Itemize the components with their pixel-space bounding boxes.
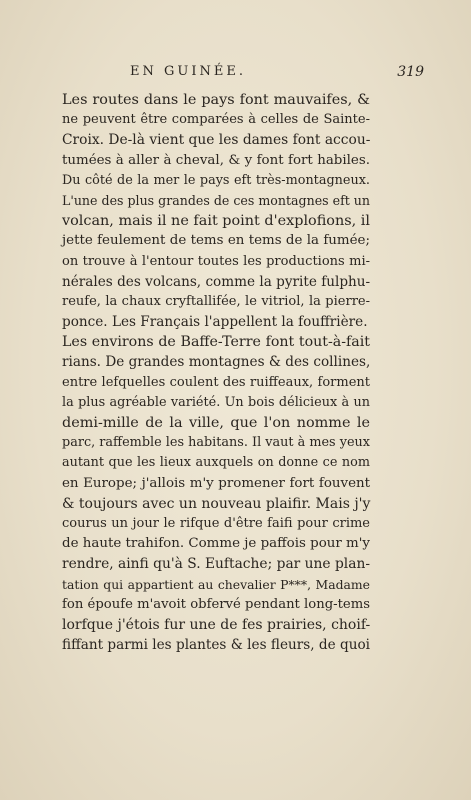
text-line: Les routes dans le pays font mauvaifes, & [62,92,370,108]
text-line: ne peuvent être comparées à celles de Sainte- [62,112,370,128]
text-line: demi-mille de la ville, que l'on nomme le [62,415,370,431]
text-line: L'une des plus grandes de ces montagnes eft un [62,192,371,208]
text-line: de haute trahifon. Comme je paffois pour m'y [62,536,370,552]
text-line: reufe, la chaux cryftallifée, le vitriol, la pierre- [62,293,370,309]
text-line: Croix. De-là vient que les dames font accou- [62,132,371,149]
page-number: 319 [397,64,424,80]
running-title: EN GUINÉE. [130,64,246,79]
text-line: rians. De grandes montagnes & des collines, [62,354,371,371]
text-line: Les environs de Baffe-Terre font tout-à-fait [62,334,370,351]
text-line: entre lefquelles coulent des ruiffeaux, forment [62,374,370,390]
text-line: & toujours avec un nouveau plaifir. Mais j'y [62,495,371,512]
text-line: autant que les lieux auxquels on donne ce nom [62,455,370,471]
text-line: fon époufe m'avoit obfervé pendant long-tems [62,596,370,612]
text-line: jette feulement de tems en tems de la fumée; [62,233,370,249]
text-line: fiffant parmi les plantes & les fleurs, de quoi [62,637,370,654]
text-line: volcan, mais il ne fait point d'explofions, il [62,213,370,230]
text-line: rendre, ainfi qu'à S. Euftache; par une plan- [62,556,370,573]
text-line: tation qui appartient au chevalier P***, Madame [62,576,370,592]
text-line: tumées à aller à cheval, & y font fort habiles. [62,152,370,168]
text-line: parc, raffemble les habitans. Il vaut à mes yeux [62,435,370,451]
body-text [62,90,370,655]
text-line: la plus agréable variété. Un bois délicieux à un [62,394,370,410]
text-line: nérales des volcans, comme la pyrite fulphu- [62,273,371,290]
text-line: lorfque j'étois fur une de fes prairies, choif- [62,616,371,633]
text-line: en Europe; j'allois m'y promener fort fouvent [62,475,370,491]
text-line: courus un jour le rifque d'être faifi pour crime [62,515,370,531]
text-line: on trouve à l'entour toutes les productions mi- [62,253,370,269]
running-head [58,64,430,84]
text-line: Du côté de la mer le pays eft très-montagneux. [62,172,370,188]
text-line: ponce. Les Français l'appellent la fouffrière. [62,314,368,331]
